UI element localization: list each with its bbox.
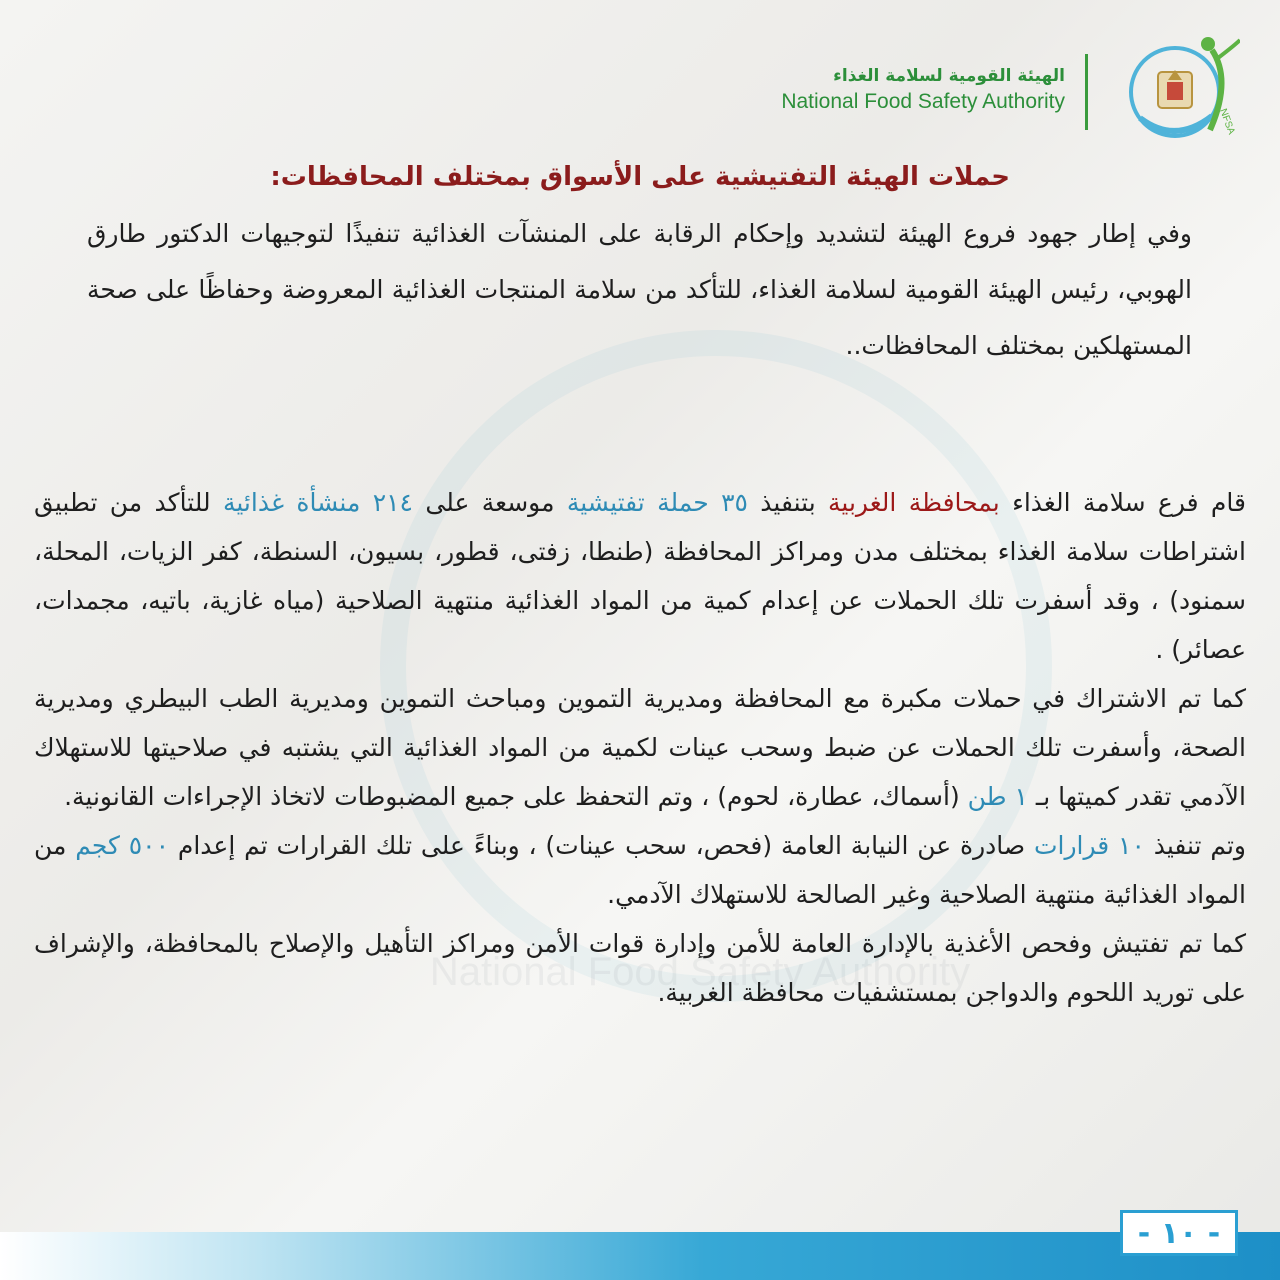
background-watermark-text: National Food Safety Authority	[429, 950, 971, 994]
text: بتنفيذ	[747, 488, 829, 517]
paragraph-security-inspection: كما تم تفتيش وفحص الأغذية بالإدارة العامة للأمن وإدارة قوات الأمن ومراكز التأهيل والإصلاح بالمحافظة، والإشراف على توريد اللحوم والدواجن بمستشفيات محافظة الغربية.	[34, 929, 1246, 1007]
text: من المواد الغذائية منتهية الصلاحية وغير الصالحة للاستهلاك الآدمي.	[34, 831, 1246, 909]
highlight-establishment-count: ٢١٤ منشأة غذائية	[222, 488, 413, 517]
highlight-destroyed-quantity: ٥٠٠ كجم	[75, 831, 170, 860]
nfsa-logo	[1120, 30, 1240, 150]
section-title: حملات الهيئة التفتيشية على الأسواق بمختلف المحافظات:	[270, 162, 1010, 192]
highlight-decision-count: ١٠ قرارات	[1033, 831, 1145, 860]
paragraph-prosecution-decisions	[34, 821, 1246, 919]
page-number: - ١٠ -	[1120, 1210, 1238, 1256]
svg-text:NFSA: NFSA	[1217, 107, 1237, 137]
text: صادرة عن النيابة العامة (فحص، سحب عينات) ، وبناءً على تلك القرارات تم إعدام	[169, 831, 1034, 860]
article-body	[34, 478, 1246, 1017]
text: كما تم الاشتراك في حملات مكبرة مع المحافظة ومديرية التموين ومباحث التموين ومديرية الطب البيطري ومديرية الصحة، وأسفرت تلك الحملات عن ضبط وسحب عينات لكمية من المواد الغذائية التي يشتبه في صلاحيتها للاستهلاك الآدمي تقدر كميتها بـ	[34, 684, 1246, 811]
highlight-governorate: بمحافظة الغربية	[828, 488, 1000, 517]
text: (أسماك، عطارة، لحوم) ، وتم التحفظ على جميع المضبوطات لاتخاذ الإجراءات القانونية.	[64, 782, 968, 811]
highlight-campaign-count: ٣٥ حملة تفتيشية	[566, 488, 748, 517]
highlight-quantity: ١ طن	[967, 782, 1028, 811]
text: قام فرع سلامة الغذاء	[999, 488, 1246, 517]
page-header	[770, 30, 1250, 150]
org-name-arabic: الهيئة القومية لسلامة الغذاء	[833, 66, 1065, 86]
footer-band	[0, 1232, 1280, 1280]
nfsa-emblem-icon	[1120, 30, 1240, 150]
org-name-english: National Food Safety Authority	[781, 90, 1065, 113]
text: للتأكد من تطبيق اشتراطات سلامة الغذاء بمختلف مدن ومراكز المحافظة (طنطا، زفتى، قطور، بسيون، السنطة، كفر الزيات، المحلة، سمنود) ، وقد أسفرت تلك الحملات عن إعدام كمية من المواد الغذائية منتهية الصلاحية (مياه غازية، باتيه، مجمدات، عصائر) .	[34, 488, 1246, 664]
text: موسعة على	[413, 488, 567, 517]
text: وتم تنفيذ	[1144, 831, 1247, 860]
intro-paragraph: وفي إطار جهود فروع الهيئة لتشديد وإحكام الرقابة على المنشآت الغذائية تنفيذًا لتوجيهات الدكتور طارق الهوبي، رئيس الهيئة القومية لسلامة الغذاء، للتأكد من سلامة المنتجات الغذائية المعروضة وحفاظًا على صحة المستهلكين بمختلف المحافظات..	[87, 219, 1192, 360]
header-divider	[1085, 54, 1088, 130]
paragraph-joint-campaigns	[34, 674, 1246, 821]
paragraph-gharbia-campaigns	[34, 478, 1246, 674]
